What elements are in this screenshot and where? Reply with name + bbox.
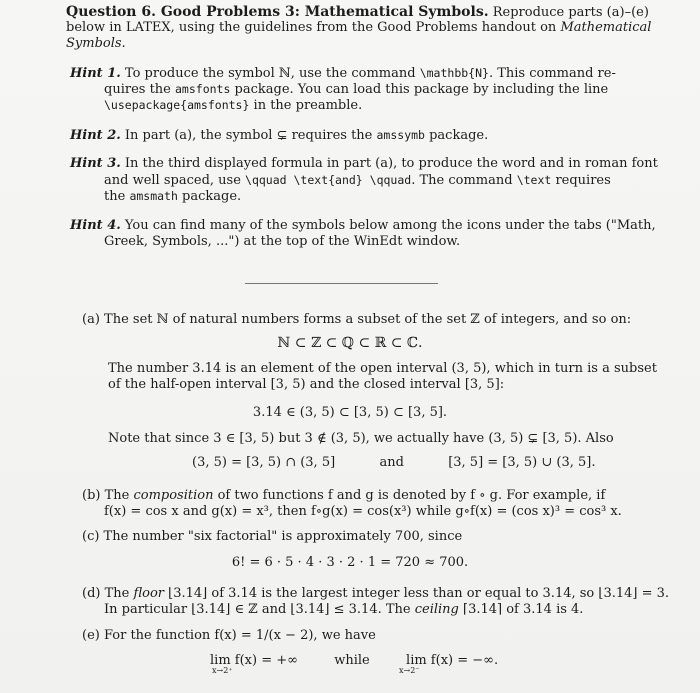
part-e-display: lim f(x) = +∞ while lim f(x) = −∞. — [210, 653, 499, 668]
hint-2-line-1: Hint 2. In part (a), the symbol ⊊ requires the amssymb package. — [70, 128, 489, 143]
part-d-line-2: In particular ⌊3.14⌋ ∈ ℤ and ⌊3.14⌋ ≤ 3.14. The ceiling ⌈3.14⌉ of 3.14 is 4. — [104, 602, 584, 617]
question-intro-line-2: below in LATEX, using the guidelines from the Good Problems handout on Mathematical — [66, 20, 652, 35]
part-e-limit-sub-1: x→2⁺ — [212, 666, 233, 675]
hint-4-line-2: Greek, Symbols, ...") at the top of the WinEdt window. — [104, 234, 461, 249]
part-e-line-1: (e) For the function f(x) = 1/(x − 2), we have — [82, 628, 376, 643]
hint-1-line-2: quires the amsfonts package. You can load this package by including the line — [104, 82, 609, 97]
part-a-line-3: of the half-open interval [3, 5) and the closed interval [3, 5]: — [108, 377, 505, 392]
question-title-line — [66, 4, 649, 21]
question-title: Question 6. Good Problems 3: Mathematical Symbols. — [66, 4, 489, 20]
part-a-line-2: The number 3.14 is an element of the open interval (3, 5), which in turn is a subset — [108, 361, 657, 376]
hint-3-line-1: Hint 3. In the third displayed formula in part (a), to produce the word and in roman font — [70, 156, 658, 171]
question-intro-line-3: Symbols. — [66, 36, 126, 51]
section-divider — [245, 283, 438, 284]
hint-1-line-3: \usepackage{amsfonts} in the preamble. — [104, 98, 363, 113]
question-intro-1: Reproduce parts (a)–(e) — [492, 5, 649, 20]
part-b-line-1: (b) The composition of two functions f and g is denoted by f ∘ g. For example, if — [82, 488, 606, 503]
part-a-display-3: (3, 5) = [3, 5) ∩ (3, 5] and [3, 5] = [3, 5) ∪ (3, 5]. — [192, 455, 596, 470]
part-b-line-2: f(x) = cos x and g(x) = x³, then f∘g(x) = cos(x³) while g∘f(x) = (cos x)³ = cos³ x. — [104, 504, 622, 519]
hint-3-line-2: and well spaced, use \qquad \text{and} \qquad. The command \text requires — [104, 173, 611, 188]
part-c-line-1: (c) The number "six factorial" is approximately 700, since — [82, 529, 463, 544]
part-d-line-1: (d) The floor ⌊3.14⌋ of 3.14 is the largest integer less than or equal to 3.14, so ⌊3.14⌋ = 3. — [82, 586, 670, 601]
part-c-display: 6! = 6 · 5 · 4 · 3 · 2 · 1 = 720 ≈ 700. — [231, 555, 469, 570]
part-a-display-1: ℕ ⊂ ℤ ⊂ ℚ ⊂ ℝ ⊂ ℂ. — [277, 335, 423, 351]
part-a-display-2: 3.14 ∈ (3, 5) ⊂ [3, 5) ⊂ [3, 5]. — [252, 405, 448, 420]
part-a-line-1: (a) The set ℕ of natural numbers forms a subset of the set ℤ of integers, and so on: — [82, 312, 632, 327]
hint-1-line-1: Hint 1. To produce the symbol ℕ, use the command \mathbb{N}. This command re- — [70, 66, 616, 81]
part-a-line-4: Note that since 3 ∈ [3, 5) but 3 ∉ (3, 5), we actually have (3, 5) ⊊ [3, 5). Also — [108, 431, 614, 446]
hint-1-label: Hint 1. — [70, 66, 121, 81]
hint-4-line-1: Hint 4. You can find many of the symbols below among the icons under the tabs ("Math, — [70, 218, 656, 233]
hint-3-line-3: the amsmath package. — [104, 189, 242, 204]
part-e-limit-sub-2: x→2⁻ — [399, 666, 420, 675]
